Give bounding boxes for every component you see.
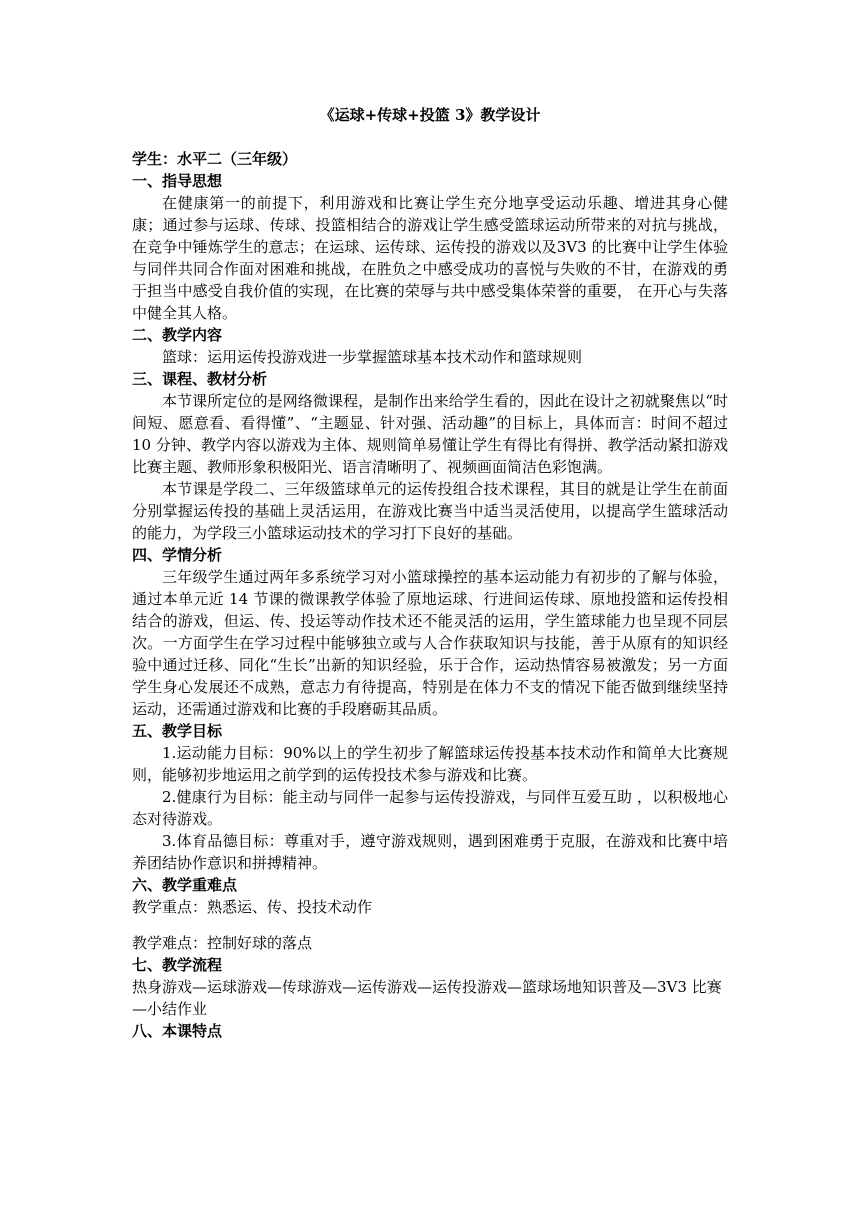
section-heading-student-analysis: 四、学情分析 [132, 546, 223, 564]
spacer [132, 918, 728, 932]
paragraph-teaching-flow: 热身游戏—运球游戏—传球游戏—运传游戏—运传投游戏—篮球场地知识普及—3V3 比赛—小结作业 [132, 978, 722, 1018]
paragraph-goal-sport-ethics: 3.体育品德目标：尊重对手，遵守游戏规则，遇到困难勇于克服，在游戏和比赛中培养团结协作意识和拼搏精神。 [132, 832, 728, 872]
section-heading-lesson-features: 八、本课特点 [132, 1022, 223, 1040]
document-title: 《运球+传球+投篮 3》教学设计 [319, 106, 541, 124]
section-heading-teaching-flow: 七、教学流程 [132, 956, 223, 974]
section-heading-teaching-goals: 五、教学目标 [132, 722, 223, 740]
teaching-focus: 教学重点：熟悉运、传、投技术动作 [132, 898, 373, 916]
section-heading-key-points: 六、教学重难点 [132, 876, 238, 894]
section-heading-course-analysis: 三、课程、教材分析 [132, 370, 268, 388]
paragraph-teaching-content: 篮球：运用运传投游戏进一步掌握篮球基本技术动作和篮球规则 [162, 348, 583, 366]
paragraph-goal-health-behavior: 2.健康行为目标：能主动与同伴一起参与运传投游戏，与同伴互爱互助 ，以积极地心态对待游戏。 [132, 788, 728, 828]
document-page [132, 104, 728, 1042]
paragraph-course-analysis-1: 本节课所定位的是网络微课程，是制作出来给学生看的，因此在设计之初就聚焦以“时间短、愿意看、看得懂”、“主题显、针对强、活动趣”的目标上，具体而言：时间不超过 10 分钟、教学内容以游戏为主体、规则简单易懂让学生有得比有得拼、教学活动紧扣游戏比赛主题、教师形象积极阳光、语言清晰明了、视频画面简洁色彩饱满。 [132, 392, 728, 476]
paragraph-course-analysis-2: 本节课是学段二、三年级篮球单元的运传投组合技术课程，其目的就是让学生在前面分别掌握运传投的基础上灵活运用，在游戏比赛当中适当灵活使用，以提高学生篮球活动的能力，为学段三小篮球运动技术的学习打下良好的基础。 [132, 480, 728, 542]
section-heading-guiding-thought: 一、指导思想 [132, 172, 223, 190]
section-heading-teaching-content: 二、教学内容 [132, 326, 223, 344]
student-level: 学生：水平二（三年级） [132, 150, 298, 168]
paragraph-guiding-thought: 在健康第一的前提下，利用游戏和比赛让学生充分地享受运动乐趣、增进其身心健康；通过参与运球、传球、投篮相结合的游戏让学生感受篮球运动所带来的对抗与挑战，在竞争中锤炼学生的意志；在运球、运传球、运传投的游戏以及3V3 的比赛中让学生体验与同伴共同合作面对困难和挑战，在胜负之中感受成功的喜悦与失败的不甘，在游戏的勇于担当中感受自我价值的实现，在比赛的荣辱与共中感受集体荣誉的重要， 在开心与失落中健全其人格。 [132, 194, 728, 322]
paragraph-goal-motor-ability: 1.运动能力目标：90%以上的学生初步了解篮球运传投基本技术动作和简单大比赛规则，能够初步地运用之前学到的运传投技术参与游戏和比赛。 [132, 744, 728, 784]
paragraph-student-analysis: 三年级学生通过两年多系统学习对小篮球操控的基本运动能力有初步的了解与体验，通过本单元近 14 节课的微课教学体验了原地运球、行进间运传球、原地投篮和运传投相结合的游戏，但运、传、投运等动作技术还不能灵活的运用，学生篮球能力也呈现不同层次。一方面学生在学习过程中能够独立或与人合作获取知识与技能，善于从原有的知识经验中通过迁移、同化“生长”出新的知识经验，乐于合作，运动热情容易被激发；另一方面学生身心发展还不成熟，意志力有待提高，特别是在体力不支的情况下能否做到继续坚持运动，还需通过游戏和比赛的手段磨砺其品质。 [132, 568, 728, 718]
teaching-difficulty: 教学难点：控制好球的落点 [132, 934, 313, 952]
